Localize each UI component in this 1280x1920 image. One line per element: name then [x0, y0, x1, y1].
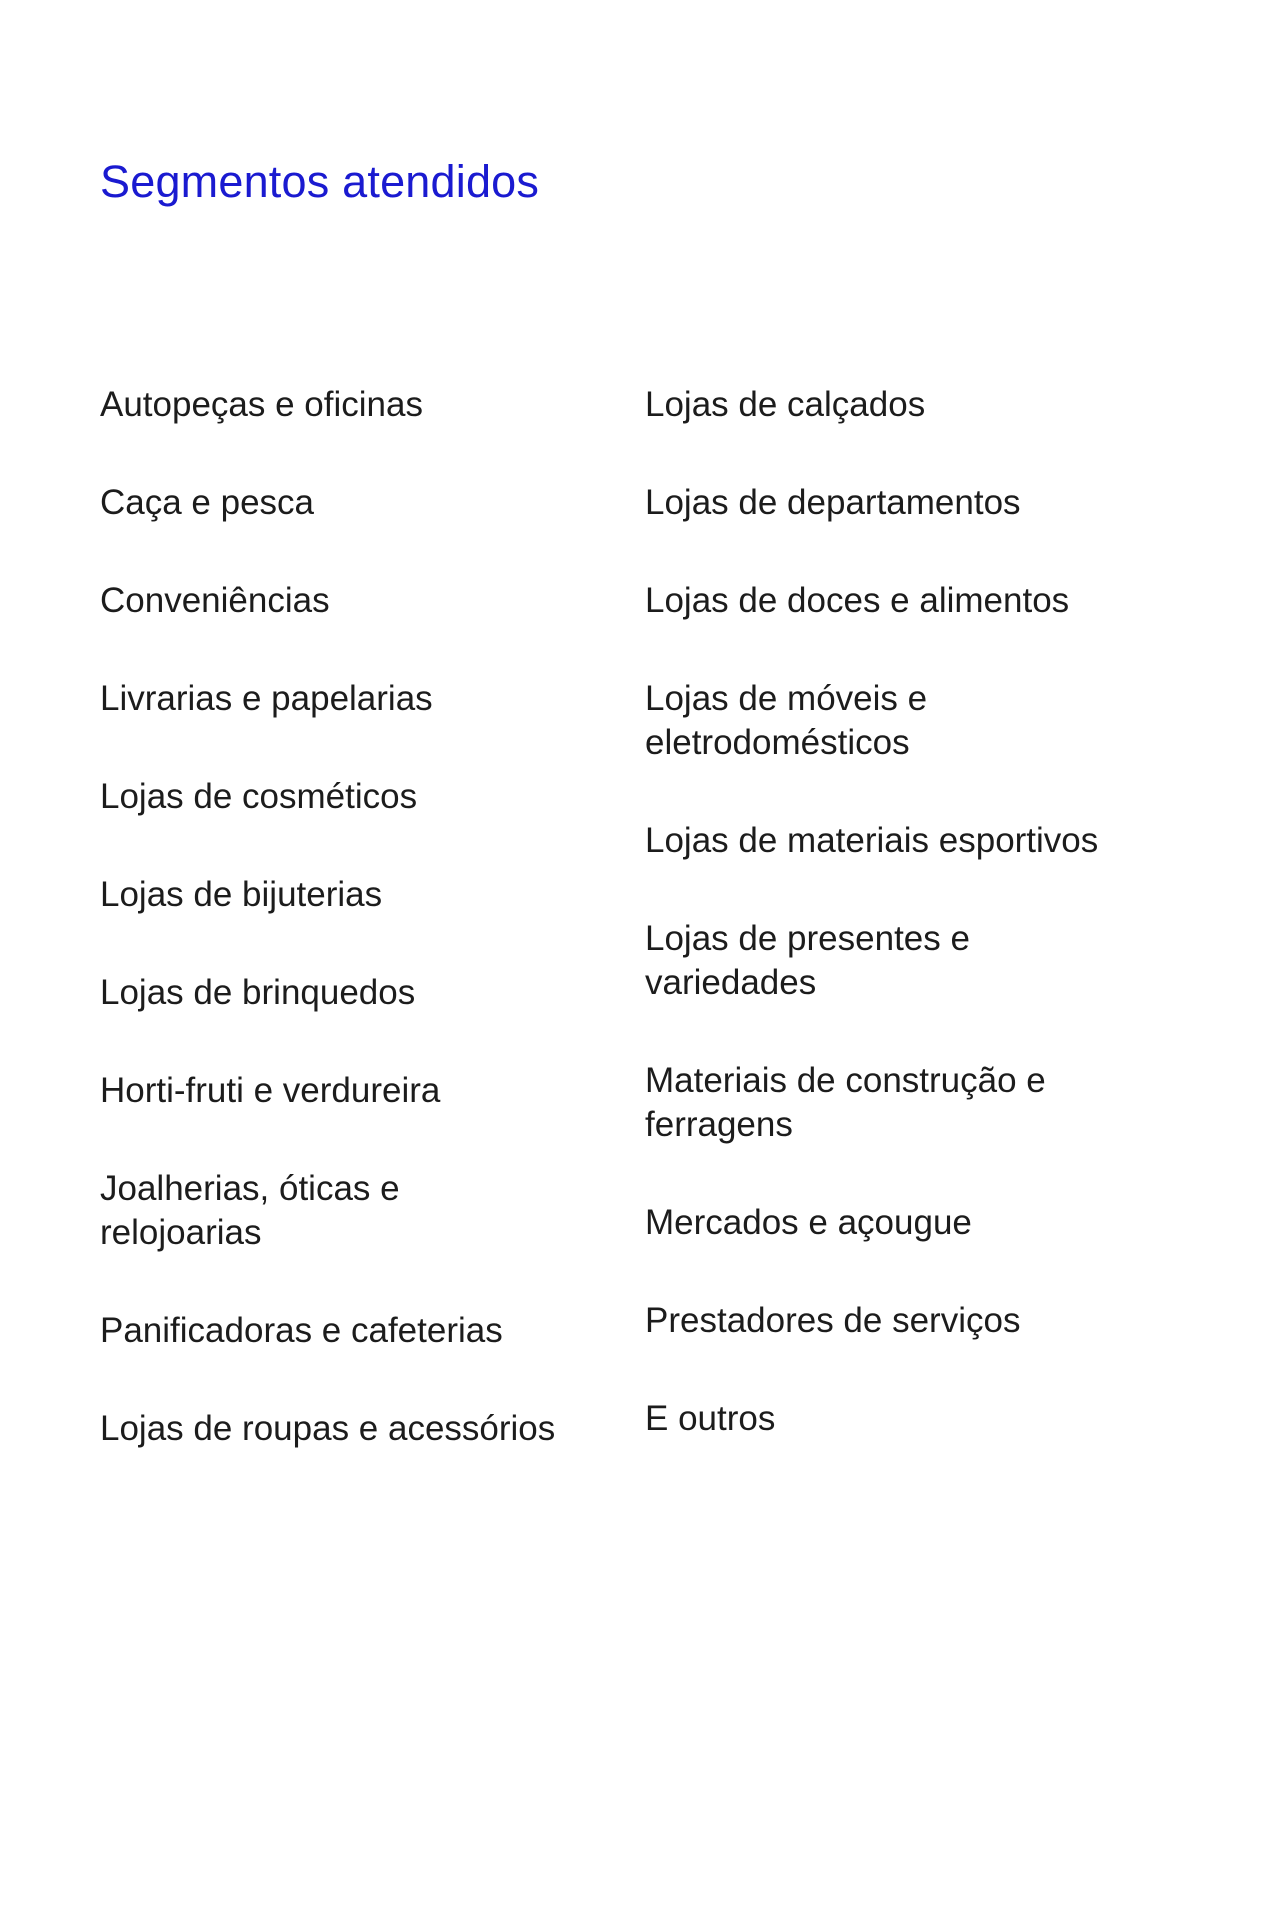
segment-item: Lojas de departamentos — [645, 483, 1021, 522]
segment-item: Lojas de materiais esportivos — [645, 821, 1099, 860]
segments-column-right — [645, 383, 1165, 1505]
segment-item: Prestadores de serviços — [645, 1301, 1021, 1340]
segment-item: Lojas de calçados — [645, 385, 926, 424]
segment-item: Caça e pesca — [100, 483, 315, 522]
segment-item: Livrarias e papelarias — [100, 679, 433, 718]
segment-item: Lojas de móveis e eletrodomésticos — [645, 679, 928, 762]
segment-item: Lojas de roupas e acessórios — [100, 1409, 556, 1448]
segment-item: Panificadoras e cafeterias — [100, 1311, 503, 1350]
segment-item: E outros — [645, 1399, 776, 1438]
segment-item: Mercados e açougue — [645, 1203, 972, 1242]
segment-item: Autopeças e oficinas — [100, 385, 423, 424]
segments-column-left — [100, 383, 645, 1505]
segment-item: Lojas de bijuterias — [100, 875, 383, 914]
segment-item: Conveniências — [100, 581, 330, 620]
page-title: Segmentos atendidos — [100, 156, 540, 207]
segment-item: Lojas de doces e alimentos — [645, 581, 1070, 620]
segment-item: Materiais de construção e ferragens — [645, 1061, 1046, 1144]
segment-item: Lojas de brinquedos — [100, 973, 416, 1012]
segments-list — [100, 383, 1200, 1505]
segment-item: Horti-fruti e verdureira — [100, 1071, 441, 1110]
segment-item: Lojas de presentes e variedades — [645, 919, 970, 1002]
segment-item: Lojas de cosméticos — [100, 777, 418, 816]
segment-item: Joalherias, óticas e relojoarias — [100, 1169, 400, 1252]
